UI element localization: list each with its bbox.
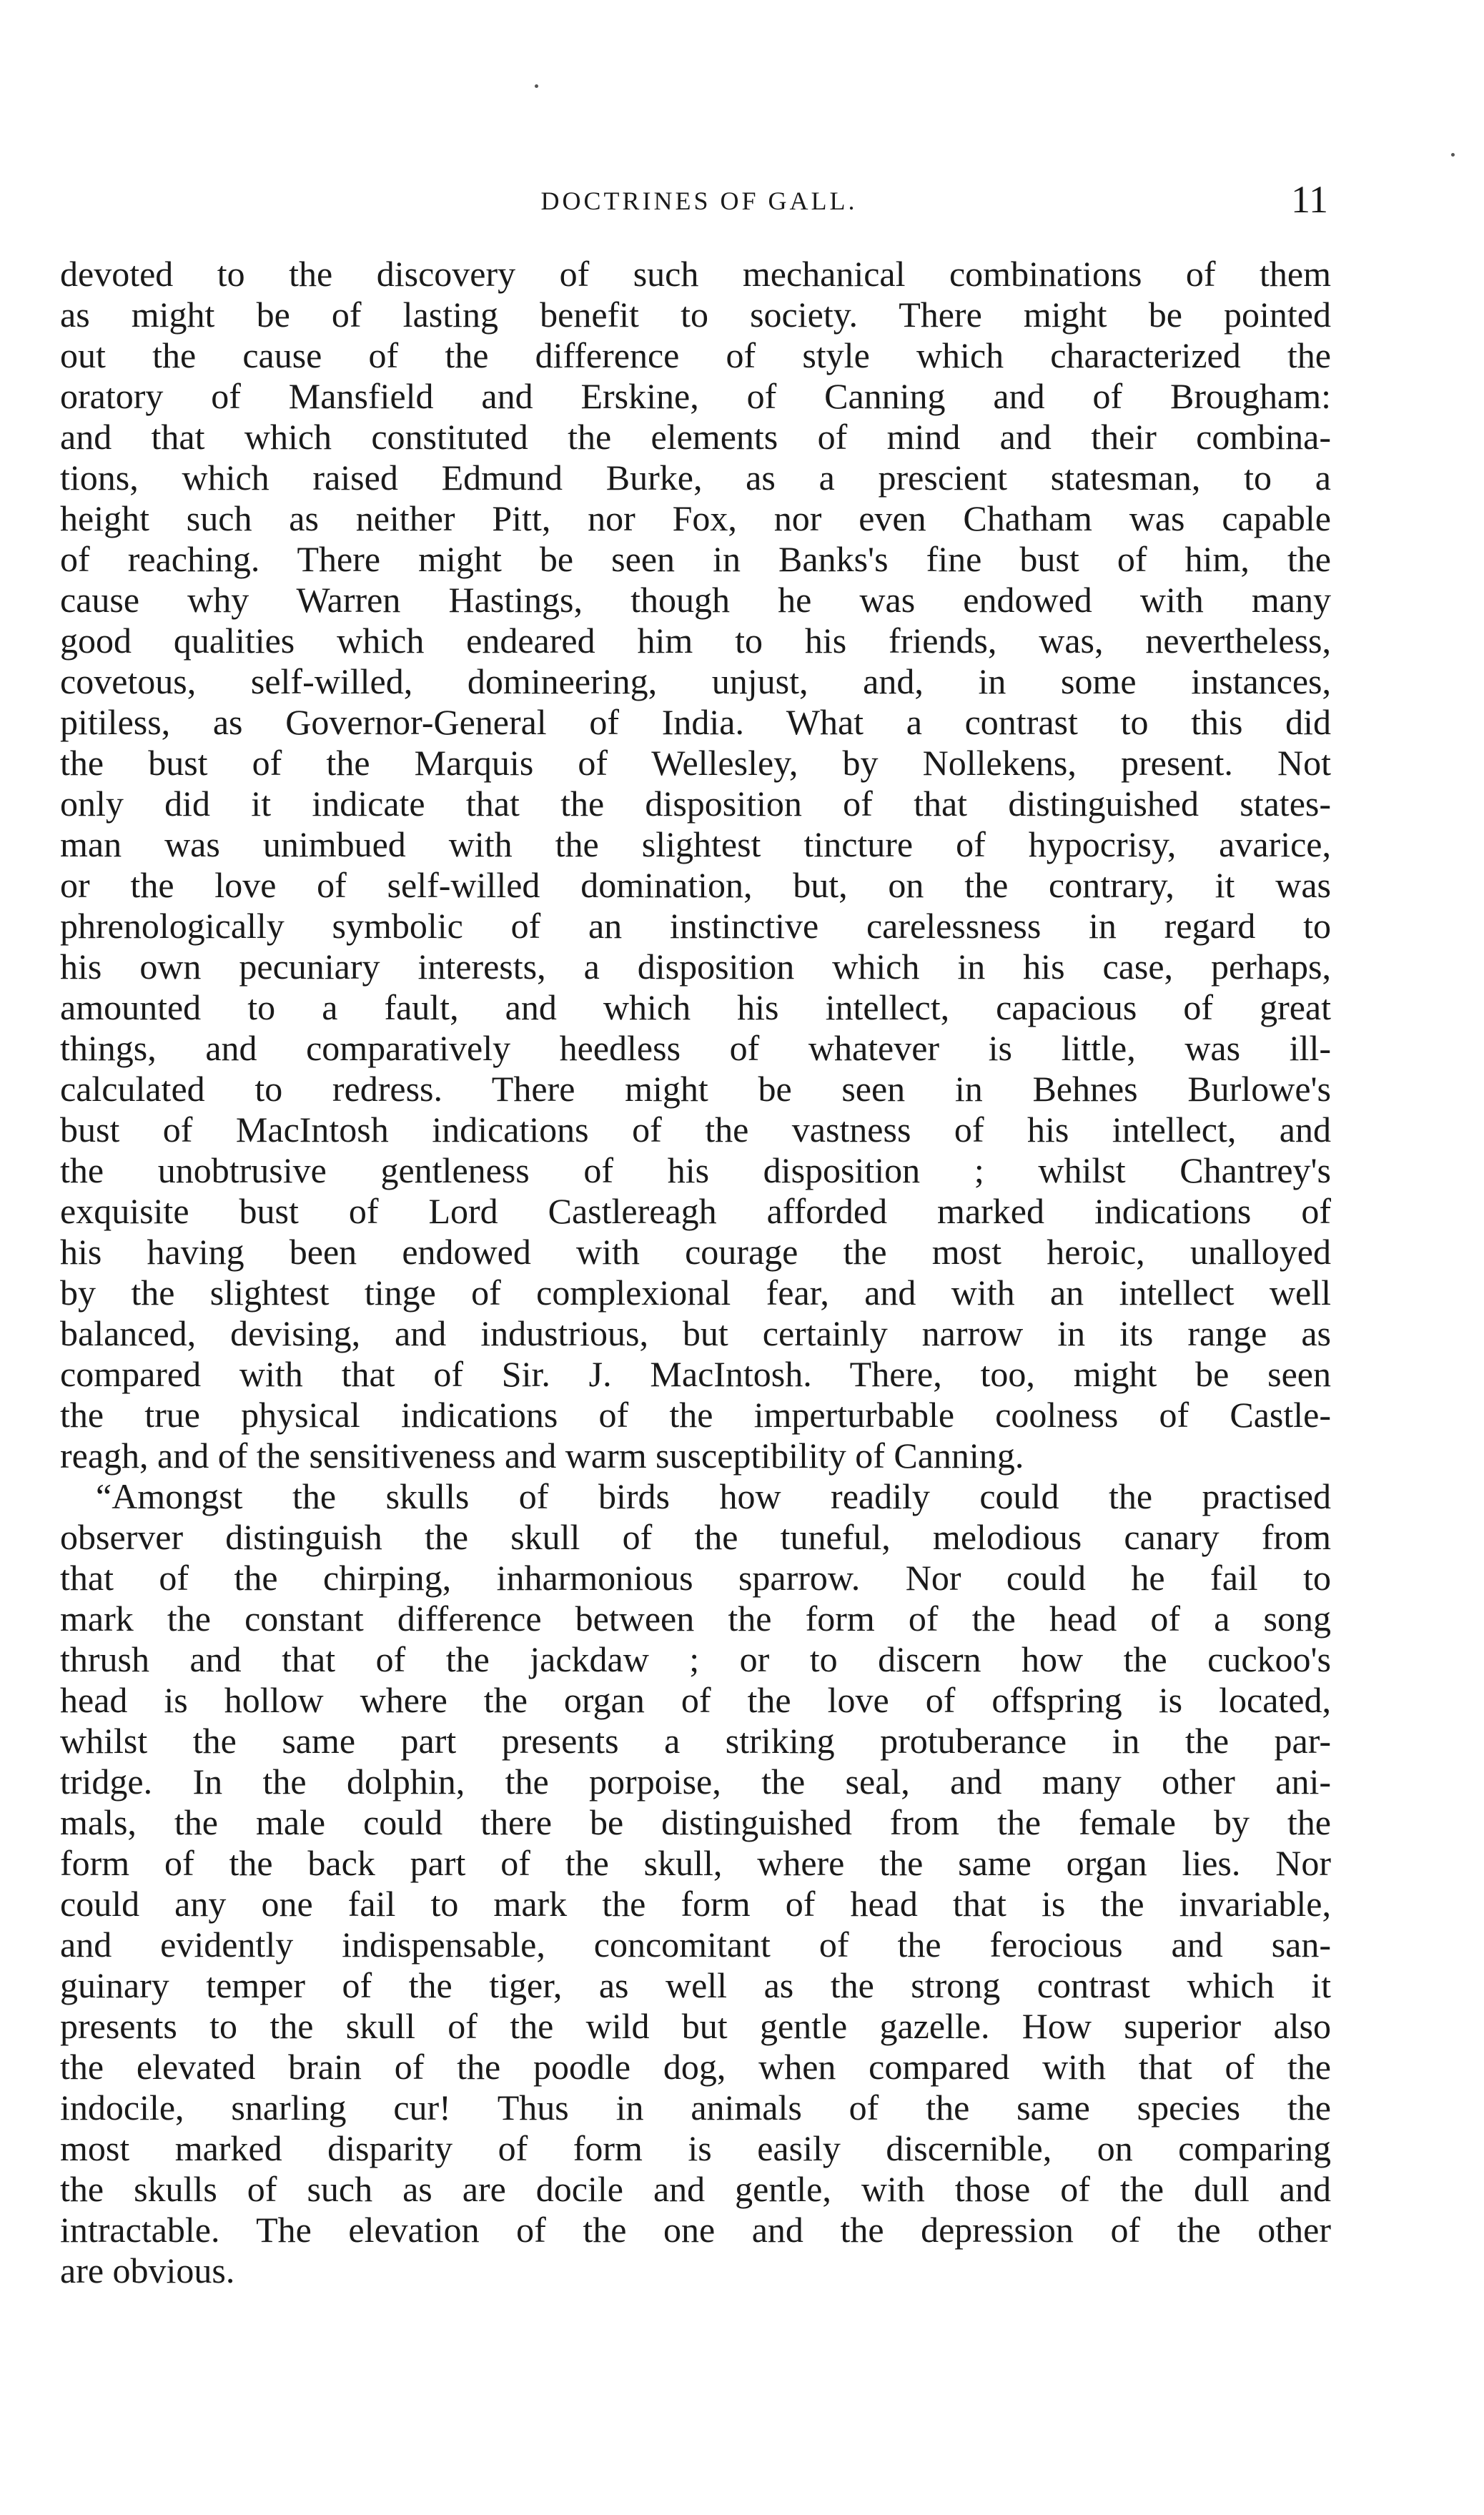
text-line: observer distinguish the skull of the tuneful, melodious canary from bbox=[60, 1517, 1331, 1557]
body-text bbox=[60, 254, 1331, 2291]
text-line: oratory of Mansfield and Erskine, of Canning and of Brougham: bbox=[60, 376, 1331, 416]
text-line: exquisite bust of Lord Castlereagh afforded marked indications of bbox=[60, 1191, 1331, 1231]
paragraph-first-line: “Amongst the skulls of birds how readily could the practised bbox=[96, 1476, 1331, 1516]
page-number: 11 bbox=[1291, 178, 1328, 221]
text-line: by the slightest tinge of complexional fear, and with an intellect well bbox=[60, 1273, 1331, 1313]
text-line: height such as neither Pitt, nor Fox, nor even Chatham was capable bbox=[60, 498, 1331, 538]
text-line: form of the back part of the skull, where the same organ lies. Nor bbox=[60, 1843, 1331, 1883]
text-line: the bust of the Marquis of Wellesley, by Nollekens, present. Not bbox=[60, 743, 1331, 783]
text-line: pitiless, as Governor-General of India. What a contrast to this did bbox=[60, 702, 1331, 742]
text-line: devoted to the discovery of such mechanical combinations of them bbox=[60, 254, 1331, 294]
text-line: mals, the male could there be distinguished from the female by the bbox=[60, 1802, 1331, 1842]
text-line: his having been endowed with courage the most heroic, unalloyed bbox=[60, 1232, 1331, 1272]
text-line: tions, which raised Edmund Burke, as a prescient statesman, to a bbox=[60, 458, 1331, 498]
text-line: that of the chirping, inharmonious sparrow. Nor could he fail to bbox=[60, 1558, 1331, 1598]
text-line: indocile, snarling cur! Thus in animals of the same species the bbox=[60, 2087, 1331, 2128]
text-line: things, and comparatively heedless of whatever is little, was ill- bbox=[60, 1028, 1331, 1068]
text-line: could any one fail to mark the form of head that is the invariable, bbox=[60, 1884, 1331, 1924]
text-line: only did it indicate that the disposition of that distinguished states- bbox=[60, 784, 1331, 824]
text-line: good qualities which endeared him to his friends, was, nevertheless, bbox=[60, 621, 1331, 661]
text-line: compared with that of Sir. J. MacIntosh. There, too, might be seen bbox=[60, 1354, 1331, 1394]
text-line: the skulls of such as are docile and gentle, with those of the dull and bbox=[60, 2169, 1331, 2209]
text-line: head is hollow where the organ of the love of offspring is located, bbox=[60, 1680, 1331, 1720]
text-line: cause why Warren Hastings, though he was endowed with many bbox=[60, 580, 1331, 620]
paragraph-last-line: reagh, and of the sensitiveness and warm susceptibility of Canning. bbox=[60, 1436, 1024, 1476]
text-line: man was unimbued with the slightest tincture of hypocrisy, avarice, bbox=[60, 824, 1331, 864]
text-line: presents to the skull of the wild but gentle gazelle. How superior also bbox=[60, 2006, 1331, 2046]
page-header bbox=[70, 177, 1328, 234]
page-speck bbox=[1451, 153, 1455, 157]
text-line: mark the constant difference between the form of the head of a song bbox=[60, 1599, 1331, 1639]
text-line: amounted to a fault, and which his intellect, capacious of great bbox=[60, 987, 1331, 1027]
text-line: whilst the same part presents a striking protuberance in the par- bbox=[60, 1721, 1331, 1761]
text-line: the true physical indications of the imperturbable coolness of Castle- bbox=[60, 1395, 1331, 1435]
text-line: most marked disparity of form is easily discernible, on comparing bbox=[60, 2128, 1331, 2168]
text-line: and evidently indispensable, concomitant of the ferocious and san- bbox=[60, 1924, 1331, 1965]
text-line: thrush and that of the jackdaw ; or to discern how the cuckoo's bbox=[60, 1639, 1331, 1679]
text-line: intractable. The elevation of the one and the depression of the other bbox=[60, 2210, 1331, 2250]
text-line: of reaching. There might be seen in Banks's fine bust of him, the bbox=[60, 539, 1331, 579]
running-title: DOCTRINES OF GALL. bbox=[540, 187, 858, 215]
text-line: the unobtrusive gentleness of his disposition ; whilst Chantrey's bbox=[60, 1150, 1331, 1190]
text-line: phrenologically symbolic of an instinctive carelessness in regard to bbox=[60, 906, 1331, 946]
paragraph-last-line: are obvious. bbox=[60, 2250, 235, 2291]
text-line: and that which constituted the elements of mind and their combina- bbox=[60, 417, 1331, 457]
text-line: tridge. In the dolphin, the porpoise, the seal, and many other ani- bbox=[60, 1762, 1331, 1802]
page-speck bbox=[535, 84, 538, 88]
text-line: or the love of self-willed domination, but, on the contrary, it was bbox=[60, 865, 1331, 905]
text-line: bust of MacIntosh indications of the vastness of his intellect, and bbox=[60, 1110, 1331, 1150]
text-line: covetous, self-willed, domineering, unjust, and, in some instances, bbox=[60, 661, 1331, 701]
text-line: calculated to redress. There might be seen in Behnes Burlowe's bbox=[60, 1069, 1331, 1109]
text-line: balanced, devising, and industrious, but certainly narrow in its range as bbox=[60, 1313, 1331, 1353]
text-line: his own pecuniary interests, a disposition which in his case, perhaps, bbox=[60, 947, 1331, 987]
text-line: as might be of lasting benefit to society. There might be pointed bbox=[60, 295, 1331, 335]
text-line: out the cause of the difference of style which characterized the bbox=[60, 335, 1331, 375]
text-line: the elevated brain of the poodle dog, when compared with that of the bbox=[60, 2047, 1331, 2087]
text-line: guinary temper of the tiger, as well as the strong contrast which it bbox=[60, 1965, 1331, 2005]
